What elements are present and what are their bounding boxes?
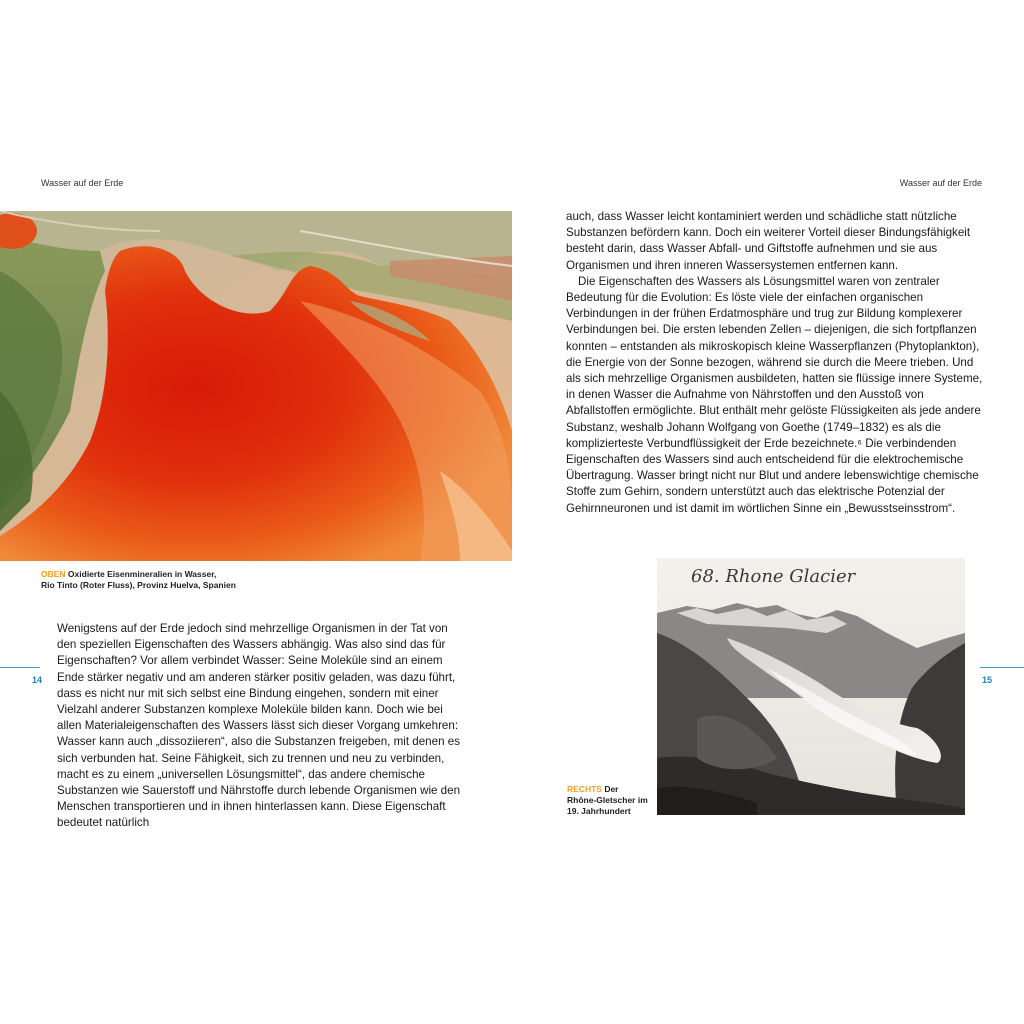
page-number-right: 15 bbox=[982, 675, 993, 685]
rhone-glacier-image bbox=[657, 558, 965, 815]
caption-keyword-rechts: RECHTS bbox=[567, 784, 602, 794]
rio-tinto-image bbox=[0, 211, 512, 561]
rhone-glacier-photo bbox=[657, 558, 965, 815]
caption-rio-tinto bbox=[41, 569, 341, 591]
margin-rule-right bbox=[980, 667, 1024, 668]
paragraph: Die Eigenschaften des Wassers als Lösungsmittel waren von zentraler Bedeutung für die Evolution: Es löste viele der einfachen organischen Verbindungen in der frühen Erdatmosphäre und trug zur Bildung komplexerer Verbindungen bei. Die ersten lebenden Zellen – diejenigen, die sich fortpflanzen konnten – entstanden als mikroskopisch kleine Wasserpflanzen (Phytoplankton), die Energie von der Sonne bezogen, während sie durch die Meere trieben. Und als sich mehrzellige Organismen ausbildeten, hatten sie flüssige innere Systeme, in denen Wasser die Aufnahme von Nährstoffen und den Ausstoß von Abfallstoffen ermöglichte. Blut enthält mehr gelöste Flüssigkeiten als jede andere Substanz, weshalb Johann Wolfgang von Goethe (1749–1832) es als die komplizierteste Verbundflüssigkeit der Erde bezeichnete.⁶ Die verbindenden Eigenschaften des Wassers sind auch entscheidend für die elektrochemische Übertragung. Wasser bringt nicht nur Blut und andere lebenswichtige chemische Stoffe zum Gehirn, sondern unterstützt auch das elektrische Potenzial der Gehirnneuronen und ist damit im wörtlichen Sinne ein „Bewusstseinsstrom“. bbox=[566, 274, 983, 515]
body-text-right bbox=[566, 209, 986, 517]
running-head-right: Wasser auf der Erde bbox=[899, 178, 982, 188]
page-number-left: 14 bbox=[32, 675, 43, 685]
caption-rhone-glacier bbox=[567, 784, 657, 817]
caption-rio-line2: Rio Tinto (Roter Fluss), Provinz Huelva, Spanien bbox=[41, 580, 236, 590]
caption-rhone-line2: Rhône-Gletscher im bbox=[567, 795, 648, 805]
rio-tinto-photo bbox=[0, 211, 512, 561]
paragraph: auch, dass Wasser leicht kontaminiert werden und schädliche statt nützliche Substanzen befördern kann. Doch ein weiterer Vorteil dieser Bindungsfähigkeit besteht darin, dass Wasser Abfall- und Giftstoffe aufnehmen und sie aus Organismen und ihren inneren Wassersystemen entfernen kann. bbox=[566, 210, 971, 272]
running-head-left: Wasser auf der Erde bbox=[41, 178, 124, 188]
body-text-left bbox=[57, 621, 467, 832]
caption-rhone-line3: 19. Jahrhundert bbox=[567, 806, 631, 816]
caption-rhone-line1: Der bbox=[601, 784, 619, 794]
margin-rule-left bbox=[0, 667, 40, 668]
handwritten-label: 68. Rhone Glacier bbox=[691, 566, 856, 587]
caption-keyword-oben: OBEN bbox=[41, 569, 66, 579]
paragraph: Wenigstens auf der Erde jedoch sind mehrzellige Organismen in der Tat von den speziellen Eigenschaften des Wassers abhängig. Was also sind das für Eigenschaften? Vor allem verbindet Wasser: Seine Moleküle sind an einem Ende stärker negativ und am anderen stärker positiv geladen, was dazu führt, dass es nicht nur mit sich selbst eine Bindung eingehen, sondern mit einer Vielzahl anderer Substanzen komplexe Moleküle bilden kann. Doch wie bei allen Materialeigenschaften des Wassers lässt sich dieser Vorgang umkehren: Wasser kann auch „dissoziieren“, also die Substanzen freigeben, mit denen es sich verbunden hat. Seine Fähigkeit, sich zu trennen und neu zu verbinden, macht es zu einem „universellen Lösungsmittel“, das andere chemische Substanzen wie Sauerstoff und Nährstoffe durch lebende Organismen wie den Menschen transportieren und in ihnen hinterlassen kann. Diese Eigenschaft bedeutet natürlich bbox=[57, 622, 461, 830]
caption-rio-line1: Oxidierte Eisenmineralien in Wasser, bbox=[65, 569, 217, 579]
